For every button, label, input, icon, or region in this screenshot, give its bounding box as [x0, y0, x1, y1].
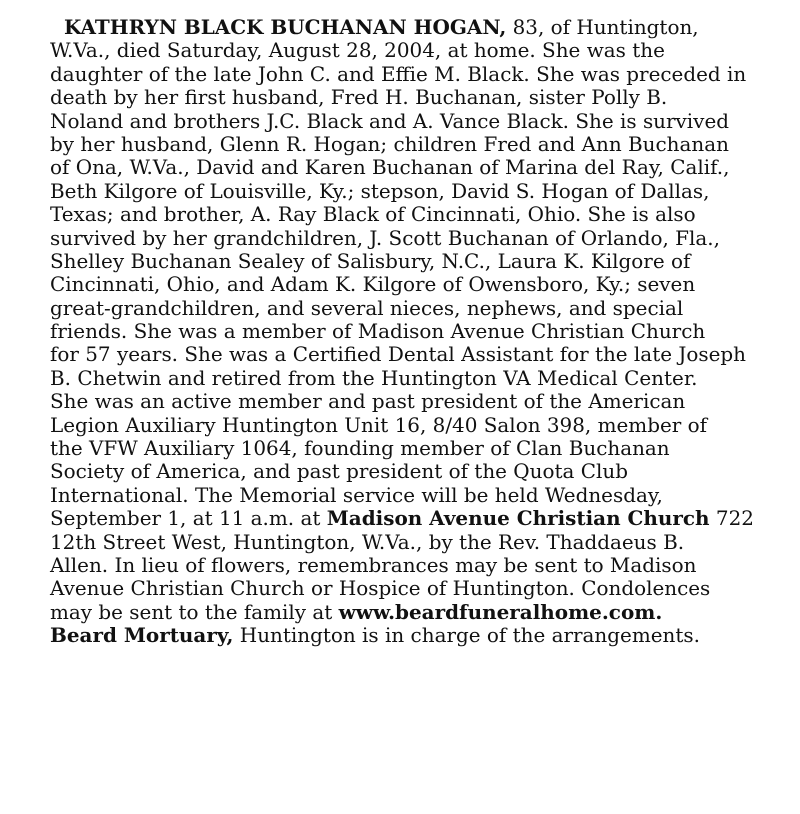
obituary-line: [50, 390, 790, 413]
obituary-line: [50, 203, 790, 226]
text-segment: Avenue Christian Church or Hospice of Huntington. Condolences: [50, 576, 711, 601]
text-segment: International. The Memorial service will be held Wednesday,: [50, 482, 663, 507]
obituary-line: [50, 320, 790, 343]
obituary-line: [50, 507, 790, 530]
obituary-line: [50, 133, 790, 156]
obituary-line: [50, 437, 790, 460]
obituary-line: [50, 110, 790, 133]
obituary-line: [50, 297, 790, 320]
text-segment: Society of America, and past president of the Quota Club: [50, 459, 628, 484]
obituary-line: [50, 273, 790, 296]
obituary-line: [50, 250, 790, 273]
obituary-line: [50, 16, 790, 39]
obituary-line: [50, 554, 790, 577]
text-segment: She was an active member and past president of the American: [50, 389, 686, 414]
text-segment: Allen. In lieu of flowers, remembrances may be sent to Madison: [50, 552, 697, 577]
obituary-line: [50, 414, 790, 437]
text-segment: 12th Street West, Huntington, W.Va., by the Rev. Thaddaeus B.: [50, 529, 685, 554]
bold-text-segment: www.beardfuneralhome.com.: [338, 599, 663, 624]
text-segment: death by her first husband, Fred H. Buchanan, sister Polly B.: [50, 85, 668, 110]
text-segment: 722: [709, 506, 754, 531]
text-segment: W.Va., died Saturday, August 28, 2004, at home. She was the: [50, 38, 665, 63]
text-segment: 83, of Huntington,: [506, 15, 699, 39]
obituary-line: [50, 180, 790, 203]
obituary-line: [50, 484, 790, 507]
text-segment: daughter of the late John C. and Effie M. Black. She was preceded in: [50, 61, 747, 86]
text-segment: for 57 years. She was a Certified Dental Assistant for the late Joseph: [50, 342, 746, 367]
text-segment: Noland and brothers J.C. Black and A. Vance Black. She is survived: [50, 108, 730, 133]
text-segment: Cincinnati, Ohio, and Adam K. Kilgore of Owensboro, Ky.; seven: [50, 272, 696, 297]
obituary-line: [50, 86, 790, 109]
bold-text-segment: Madison Avenue Christian Church: [326, 506, 710, 531]
obituary-text: [50, 16, 790, 648]
obituary-line: [50, 531, 790, 554]
text-segment: by her husband, Glenn R. Hogan; children Fred and Ann Buchanan: [50, 131, 729, 156]
text-segment: the VFW Auxiliary 1064, founding member of Clan Buchanan: [50, 436, 670, 461]
obituary-line: [50, 601, 790, 624]
text-segment: survived by her grandchildren, J. Scott Buchanan of Orlando, Fla.,: [50, 225, 720, 250]
obituary-line: [50, 577, 790, 600]
obituary-line: [50, 460, 790, 483]
obituary-line: [50, 343, 790, 366]
text-segment: friends. She was a member of Madison Avenue Christian Church: [50, 319, 706, 344]
text-segment: Beth Kilgore of Louisville, Ky.; stepson, David S. Hogan of Dallas,: [50, 178, 710, 203]
text-segment: September 1, at 11 a.m. at: [50, 506, 327, 531]
text-segment: of Ona, W.Va., David and Karen Buchanan of Marina del Ray, Calif.,: [50, 155, 730, 180]
text-segment: may be sent to the family at: [50, 599, 339, 624]
text-segment: Shelley Buchanan Sealey of Salisbury, N.C., Laura K. Kilgore of: [50, 248, 691, 273]
obituary-line: [50, 63, 790, 86]
obituary-line: [50, 367, 790, 390]
text-segment: B. Chetwin and retired from the Huntington VA Medical Center.: [50, 365, 698, 390]
bold-text-segment: KATHRYN BLACK BUCHANAN HOGAN,: [64, 15, 507, 39]
text-segment: Texas; and brother, A. Ray Black of Cincinnati, Ohio. She is also: [50, 202, 696, 227]
obituary-line: [50, 227, 790, 250]
text-segment: Legion Auxiliary Huntington Unit 16, 8/40 Salon 398, member of: [50, 412, 708, 437]
text-segment: Huntington is in charge of the arrangements.: [233, 623, 700, 648]
bold-text-segment: Beard Mortuary,: [50, 623, 234, 648]
text-segment: great-grandchildren, and several nieces, nephews, and special: [50, 295, 684, 320]
obituary-line: [50, 624, 790, 647]
obituary-line: [50, 156, 790, 179]
obituary-line: [50, 39, 790, 62]
